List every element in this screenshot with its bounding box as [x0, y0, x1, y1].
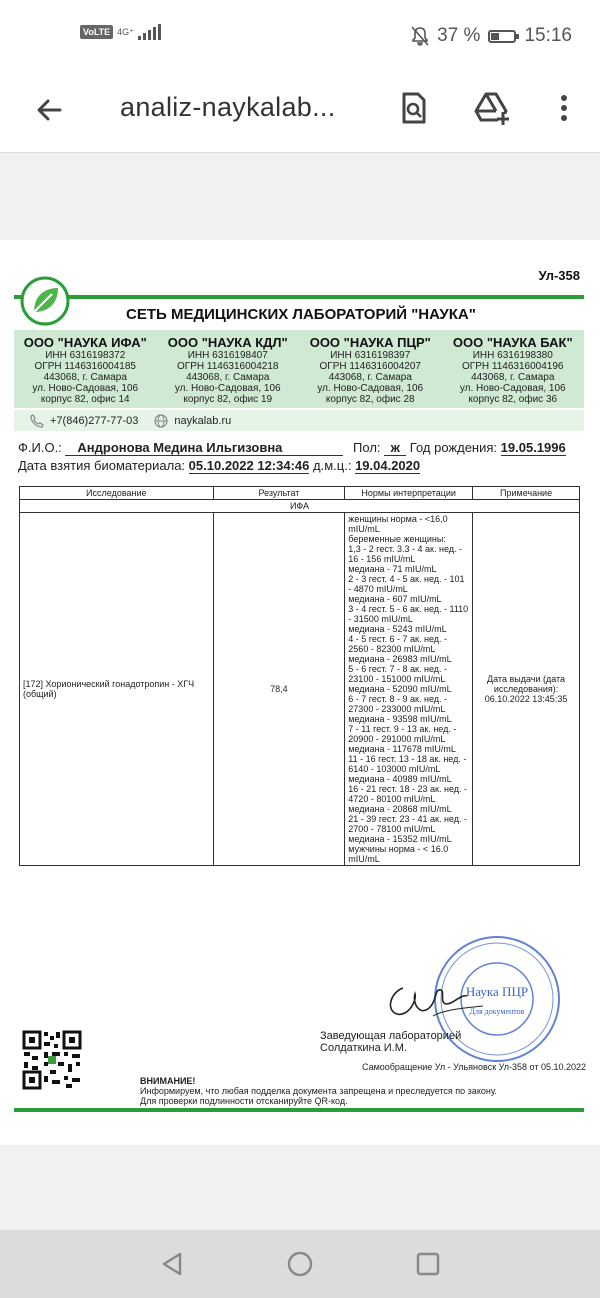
org-title: СЕТЬ МЕДИЦИНСКИХ ЛАБОРАТОРИЙ "НАУКА" [126, 306, 476, 323]
fio-label: Ф.И.О.: [18, 440, 62, 455]
website-link[interactable]: naykalab.ru [174, 414, 232, 427]
warning-title: ВНИМАНИЕ! [140, 1076, 196, 1086]
phone-contact [30, 414, 138, 428]
branch-street: ул. Ново-Садовая, 106 [32, 383, 139, 394]
col-header: Результат [213, 487, 345, 500]
drive-add-icon[interactable] [472, 88, 512, 128]
document-page [0, 240, 600, 1145]
branch-office: корпус 82, офис 14 [40, 394, 130, 405]
branch-office: корпус 82, офис 36 [468, 394, 558, 405]
circle-home-icon[interactable] [286, 1250, 314, 1278]
app-toolbar [0, 72, 600, 153]
branch-inn: ИНН 6316198372 [45, 350, 126, 361]
branch-city: 443068, г. Самара [328, 372, 412, 383]
branch-city: 443068, г. Самара [43, 372, 127, 383]
triangle-back-icon[interactable] [158, 1250, 186, 1278]
branch-street: ул. Ново-Садовая, 106 [317, 383, 424, 394]
patient-sex: ж [384, 440, 406, 456]
self-referral-note: Самообращение Ул - Ульяновск Ул-358 от 05.10.2022 [361, 1062, 586, 1072]
warning-block [140, 1076, 497, 1106]
signature-icon [378, 968, 498, 1028]
square-recent-icon[interactable] [414, 1250, 442, 1278]
sample-date: 05.10.2022 12:34:46 [188, 458, 310, 473]
branch-ogrn: ОГРН 1146316004185 [34, 361, 136, 372]
signal-area [80, 24, 161, 40]
phone-icon [30, 414, 44, 428]
test-name: [172] Хорионический гонадотропин - ХГЧ (общий) [20, 513, 214, 866]
test-norms: женщины норма - <16,0 mIU/mL беременные женщины: 1,3 - 2 гест. 3.3 - 4 ак. нед. - 16 - 156 mIU/mL медиана - 71 mIU/mL 2 - 3 гест. 4 - 5 ак. нед. - 101 - 4870 mIU/mL медиана - 607 mIU/mL 3 - 4 гест. 5 - 6 ак. нед. - 1110 - 31500 mIU/mL медиана - 5243 mIU/mL 4 - 5 гест. 6 - 7 ак. нед. - 2560 - 82300 mIU/mL медиана - 26983 mIU/mL 5 - 6 гест. 7 - 8 ак. нед. - 23100 - 151000 mIU/mL медиана - 52090 mIU/mL 6 - 7 гест. 8 - 9 ак. нед. - 27300 - 233000 mIU/mL медиана - 93598 mIU/mL 7 - 11 гест. 9 - 13 ак. нед. - 20900 - 291000 mIU/mL медиана - 117678 mIU/mL 11 - 16 гест. 13 - 18 ак. нед. - 6140 - 103000 mIU/mL медиана - 40989 mIU/mL 16 - 21 гест. 18 - 23 ак. нед. - 4720 - 80100 mIU/mL медиана - 20868 mIU/mL 21 - 39 гест. 23 - 41 ак. нед. - 2700 - 78100 mIU/mL медиана - 15352 mIU/mL мужчины норма - < 16.0 mIU/mL [345, 513, 473, 866]
stamp-text: Наука ПЦР [465, 984, 529, 999]
volte-badge: VoLTE [80, 25, 113, 39]
section-title: ИФА [20, 500, 580, 513]
col-header: Нормы интерпретации [345, 487, 473, 500]
patient-row-1 [18, 440, 566, 456]
clock: 15:16 [524, 25, 572, 46]
branch-office: корпус 82, офис 28 [325, 394, 415, 405]
table-header-row [20, 487, 580, 500]
branch-inn: ИНН 6316198397 [330, 350, 411, 361]
file-title: analiz-naykalab... [120, 92, 336, 122]
battery-percent: 37 % [437, 25, 481, 46]
document-code: Ул-358 [538, 268, 580, 283]
leaf-logo-icon [20, 276, 70, 326]
branch-inn: ИНН 6316198407 [187, 350, 268, 361]
col-header: Исследование [20, 487, 214, 500]
col-header: Примечание [473, 487, 580, 500]
branch-name: ООО "НАУКА ИФА" [23, 335, 147, 350]
warning-text-2: Для проверки подлинности отсканируйте QR-код. [140, 1096, 348, 1106]
section-row [20, 500, 580, 513]
stamp-subtext: Для документов [469, 1007, 525, 1016]
back-arrow-icon[interactable] [30, 90, 70, 130]
birth-label: Год рождения: [409, 440, 498, 455]
branch-inn: ИНН 6316198380 [472, 350, 553, 361]
bottom-divider [14, 1108, 584, 1112]
branch-ogrn: ОГРН 1146316004196 [462, 361, 564, 372]
results-table [19, 486, 580, 866]
qr-code-icon[interactable] [22, 1030, 82, 1090]
patient-row-2 [18, 458, 420, 473]
head-title: Заведующая лабораторией [320, 1030, 462, 1042]
branch-name: ООО "НАУКА БАК" [452, 335, 573, 350]
branch-bak [442, 330, 585, 408]
head-signature-block [320, 1030, 461, 1054]
branch-office: корпус 82, офис 19 [183, 394, 273, 405]
network-type: 4G⁺ [117, 27, 134, 37]
status-bar [0, 0, 600, 72]
sample-label: Дата взятия биоматериала: [18, 458, 186, 473]
system-nav-bar [0, 1230, 600, 1298]
warning-text-1: Информируем, что любая подделка документа запрещена и преследуется по закону. [140, 1086, 497, 1096]
branch-ifa [14, 330, 157, 408]
branch-name: ООО "НАУКА КДЛ" [167, 335, 288, 350]
website-contact [154, 414, 231, 428]
branch-kdl [157, 330, 300, 408]
battery-fill [491, 33, 499, 40]
table-row [20, 513, 580, 866]
head-name: Солдаткина И.М. [320, 1042, 407, 1054]
phone-number: +7(846)277-77-03 [50, 414, 139, 427]
battery-icon [488, 30, 516, 43]
branch-street: ул. Ново-Садовая, 106 [459, 383, 566, 394]
branch-ogrn: ОГРН 1146316004218 [177, 361, 279, 372]
branch-name: ООО "НАУКА ПЦР" [309, 335, 431, 350]
dmc-date: 19.04.2020 [355, 458, 421, 473]
dmc-label: д.м.ц.: [313, 458, 352, 473]
branch-ogrn: ОГРН 1146316004207 [319, 361, 421, 372]
branch-city: 443068, г. Самара [471, 372, 555, 383]
branches-band [14, 330, 584, 408]
test-note: Дата выдачи (дата исследования): 06.10.2022 13:45:35 [473, 513, 580, 866]
birth-date: 19.05.1996 [500, 440, 566, 455]
patient-name: Андронова Медина Ильгизовна [65, 440, 343, 456]
contacts-bar [14, 410, 584, 431]
signal-bars-icon [138, 24, 161, 40]
test-result: 78,4 [213, 513, 345, 866]
document-search-icon[interactable] [394, 88, 434, 128]
mute-bell-icon [411, 26, 429, 46]
top-divider [14, 295, 584, 299]
sex-label: Пол: [353, 440, 381, 455]
branch-street: ул. Ново-Садовая, 106 [174, 383, 281, 394]
globe-icon [154, 414, 168, 428]
branch-city: 443068, г. Самара [186, 372, 270, 383]
branch-pcr [299, 330, 442, 408]
status-right [411, 25, 572, 47]
more-vert-icon[interactable] [544, 88, 584, 128]
